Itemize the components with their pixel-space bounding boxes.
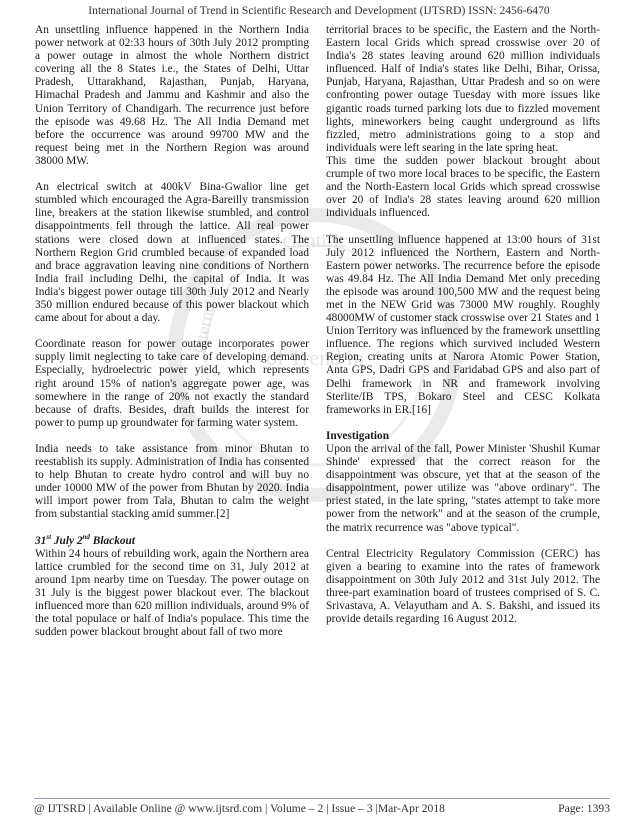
left-paragraph-5: Within 24 hours of rebuilding work, again the Northern area lattice crumbled for the second time on 31, July 2012 at around 1pm nearby time on Tuesday. The power outage on 31 July is the biggest power blackout ever. The blackout influenced more than 620 million individuals, around 9% of the total populace or half of India's populace. This time the sudden power blackout brought about fall of two more bbox=[35, 547, 309, 639]
right-paragraph-2: This time the sudden power blackout brought about crumple of two more local braces to be specific, the Eastern and the North-Eastern local Grids which spread crosswise over 20 of India's 28 states leaving around 620 million individuals influenced. bbox=[326, 154, 600, 220]
right-paragraph-5: Central Electricity Regulatory Commission (CERC) has given a bearing to examine into the rates of framework disappointment on 30th July 2012 and 31st July 2012. The three-part examination board of trustees comprised of S. C. Srivastava, A. Velayutham and A. S. Bakshi, and issued its provide details regarding 16 August 2012. bbox=[326, 547, 600, 626]
right-paragraph-4: Upon the arrival of the fall, Power Minister 'Shushil Kumar Shinde' expressed that the correct reason for the disappointment was obscure, yet that at the season of the disappointment, power utilize was "above ordinary". The priest stated, in the late spring, "states attempt to take more power from the network" and at the season of the crumple, the matrix recurrence was "above typical". bbox=[326, 443, 600, 534]
right-paragraph-1: territorial braces to be specific, the Eastern and the North-Eastern local Grids which spread crosswise over 20 of India's 28 states leaving around 620 million individuals influenced. Half of India's states like Delhi, Bihar, Orissa, Punjab, Haryana, Rajasthan, Uttar Pradesh and so on were confronting power outage Tuesday with more issues like gigantic roads turned parking lots due to fizzled movement lights, mineworkers being caught underground as lifts fizzled, metro administrations going to a stop and individuals were left searing in the late spring heat. bbox=[326, 24, 600, 154]
left-paragraph-1: An unsettling influence happened in the Northern India power network at 02:33 hours of 30th July 2012 prompting a power outage in almost the whole Northern district covering all the 8 States i.e., the States of Delhi, Uttar Pradesh, Uttarakhand, Rajasthan, Punjab, Haryana, Himachal Pradesh and Jammu and Kashmir and also the Union Territory of Chandigarh. The recurrence just before the episode was 49.68 Hz. The All India Demand met before the occurrence was around 99700 MW and the request being met in the Northern Region was around 38000 MW. bbox=[35, 24, 309, 167]
left-column bbox=[35, 24, 309, 639]
page-footer bbox=[34, 802, 610, 815]
watermark-text-middle: of Trend in bbox=[266, 345, 364, 370]
right-column bbox=[326, 24, 600, 626]
left-paragraph-2: An electrical switch at 400kV Bina-Gwalior line get stumbled which encouraged the Agra-Bareilly transmission line, breakers at the station likewise stumbled, and control disappointments fell through the lattice. All real power stations were closed down at influenced states. The Northern Region Grid crumbled because of expanded load and brace aggravation leaving nine conditions of Northern India frail including Delhi, the capital of India. It was India's biggest power outage till 30th July 2012 and Nearly 350 million endured because of this power blackout which came about for about a day. bbox=[35, 181, 309, 325]
watermark-text-top: cientific bbox=[282, 230, 348, 252]
footer-info: @ IJTSRD | Available Online @ www.ijtsrd.com | Volume – 2 | Issue – 3 |Mar-Apr 2018 bbox=[34, 802, 445, 815]
watermark-text-left: Internation bbox=[189, 274, 223, 356]
section-heading-blackout: 31st July 2nd Blackout bbox=[35, 532, 136, 547]
left-paragraph-3: Coordinate reason for power outage incorporates power supply limit neglecting to take care of developing demand. Especially, hydroelectric power yield, which represents right around 15% of nation's aggregate power age, was somewhere in the range of 20% not exactly the standard because of drafts. Besides, draft builds the interest for power to pump up groundwater for farming water system. bbox=[35, 338, 309, 429]
footer-divider bbox=[34, 798, 610, 799]
journal-header: International Journal of Trend in Scientific Research and Development (IJTSRD) ISSN: 2456-6470 bbox=[88, 4, 550, 17]
section-heading-investigation: Investigation bbox=[326, 429, 390, 442]
right-paragraph-3: The unsettling influence happened at 13:00 hours of 31st July 2012 influenced the Northern, Eastern and North-Eastern power networks. The recurrence before the episode was 49.84 Hz. The All India Demand Met only preceding the episode was around 100,500 MW and the request being met in the NEW Grid was 73000 MW roughly. Roughly 48000MW of customer stack crosswise over 21 States and 1 Union Territory was influenced by the framework unsettling influence. The regions which survived included Western Region, creating units at Narora Atomic Power Station, Anta GPS, Dadri GPS and Faridabad GPS and also part of Delhi framework in NR and framework involving Sterlite/IB TPS, Bokaro Steel and CESC Kolkata frameworks in ER.[16] bbox=[326, 233, 600, 416]
left-paragraph-4: India needs to take assistance from minor Bhutan to reestablish its supply. Administration of India has consented to help Bhutan to create hydro control and will buy no under 10000 MW of the power from Bhutan by 2020. India will import power from Tala, Bhutan to calm the weight from substantial stacking amid summer.[2] bbox=[35, 443, 309, 521]
page-number: Page: 1393 bbox=[558, 802, 610, 815]
